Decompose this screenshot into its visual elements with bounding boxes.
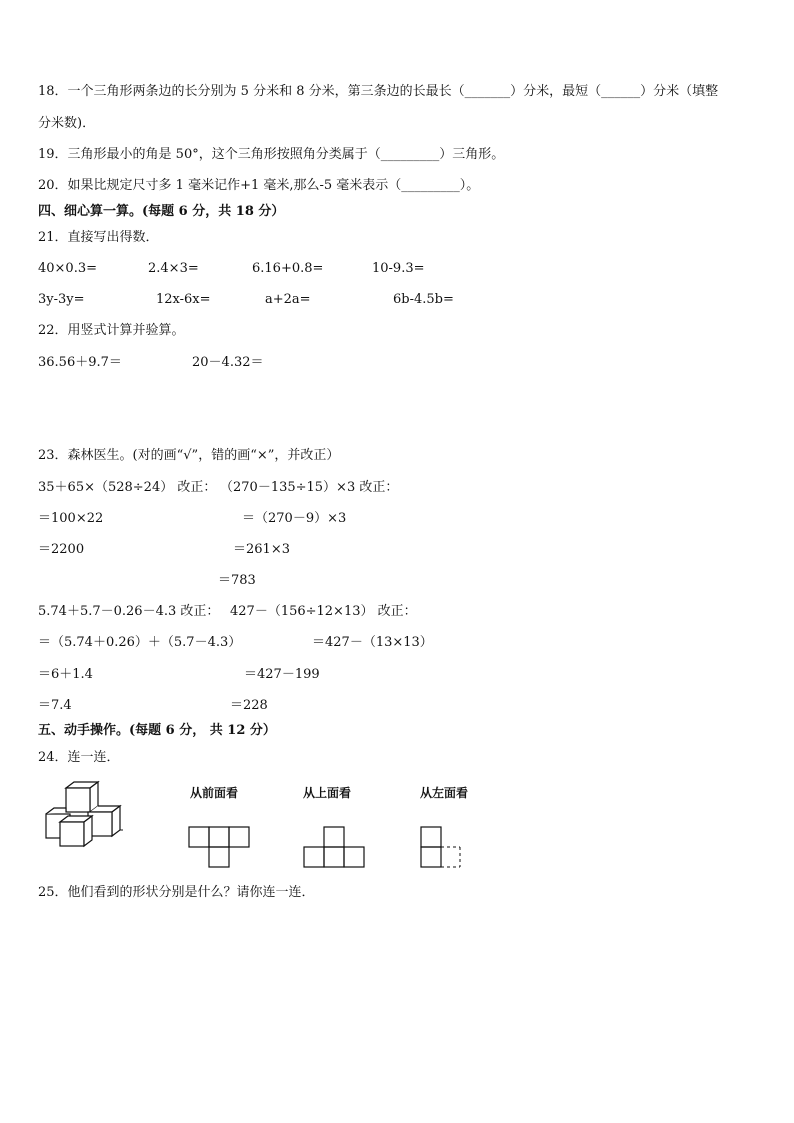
- q24-title: 24．连一连．: [38, 750, 120, 765]
- q23-expr-line: ＝228: [230, 698, 268, 713]
- view-shape-1: [188, 826, 252, 870]
- q21-title: 21．直接写出得数．: [38, 230, 159, 245]
- q23-title: 23．森林医生。(对的画“√”，错的画“×”，并改正）: [38, 448, 340, 463]
- stacked-cubes-figure: [40, 778, 136, 852]
- view-label-top: 从上面看: [303, 786, 352, 800]
- q21-item: 6b-4.5b=: [393, 292, 454, 307]
- q21-item: 12x-6x=: [156, 292, 211, 307]
- view-label-left: 从左面看: [420, 786, 469, 800]
- view-shape-2: [303, 826, 367, 870]
- q21-item: 10-9.3=: [372, 261, 425, 276]
- q23-expr-line: ＝6＋1.4: [38, 667, 93, 682]
- q23-expr-line: ＝（5.74＋0.26）＋（5.7－4.3）: [38, 635, 242, 650]
- q23-expr-line: ＝427－199: [244, 667, 320, 682]
- q23-expr-line: （270－135÷15）×3 改正：: [220, 480, 399, 495]
- q23-expr-line: 427－（156÷12×13） 改正：: [230, 604, 417, 619]
- section-4-heading: 四、细心算一算。(每题 6 分，共 18 分）: [38, 204, 285, 219]
- q21-item: a+2a=: [265, 292, 311, 307]
- q21-item: 40×0.3=: [38, 261, 98, 276]
- q21-item: 3y-3y=: [38, 292, 85, 307]
- q23-expr-line: 35＋65×（528÷24） 改正：: [38, 480, 217, 495]
- q20-text: 20．如果比规定尺寸多 1 毫米记作+1 毫米,那么-5 毫米表示（_________）。: [38, 178, 480, 193]
- q18-line1: 18．一个三角形两条边的长分别为 5 分米和 8 分米，第三条边的长最长（_______）分米，最短（______）分米（填整: [38, 84, 719, 99]
- q23-expr-line: ＝261×3: [233, 542, 290, 557]
- q23-expr-line: ＝2200: [38, 542, 85, 557]
- q19-text: 19．三角形最小的角是 50°，这个三角形按照角分类属于（_________）三角形。: [38, 147, 505, 162]
- q23-expr-line: ＝（270－9）×3: [242, 511, 347, 526]
- q23-expr-line: ＝7.4: [38, 698, 72, 713]
- q21-item: 6.16+0.8=: [252, 261, 324, 276]
- view-shape-3: [420, 826, 464, 870]
- q22-item: 36.56＋9.7＝: [38, 355, 122, 370]
- q23-expr-line: ＝427－（13×13）: [312, 635, 433, 650]
- view-label-front: 从前面看: [190, 786, 239, 800]
- section-5-heading: 五、动手操作。(每题 6 分， 共 12 分）: [38, 723, 276, 738]
- q23-expr-line: ＝783: [218, 573, 256, 588]
- q22-title: 22．用竖式计算并验算。: [38, 323, 185, 338]
- q21-item: 2.4×3=: [148, 261, 199, 276]
- q18-line2: 分米数)．: [38, 116, 96, 131]
- q22-item: 20－4.32＝: [192, 355, 264, 370]
- q23-expr-line: 5.74＋5.7－0.26－4.3 改正：: [38, 604, 220, 619]
- q23-expr-line: ＝100×22: [38, 511, 104, 526]
- q25-text: 25．他们看到的形状分别是什么？请你连一连．: [38, 885, 315, 900]
